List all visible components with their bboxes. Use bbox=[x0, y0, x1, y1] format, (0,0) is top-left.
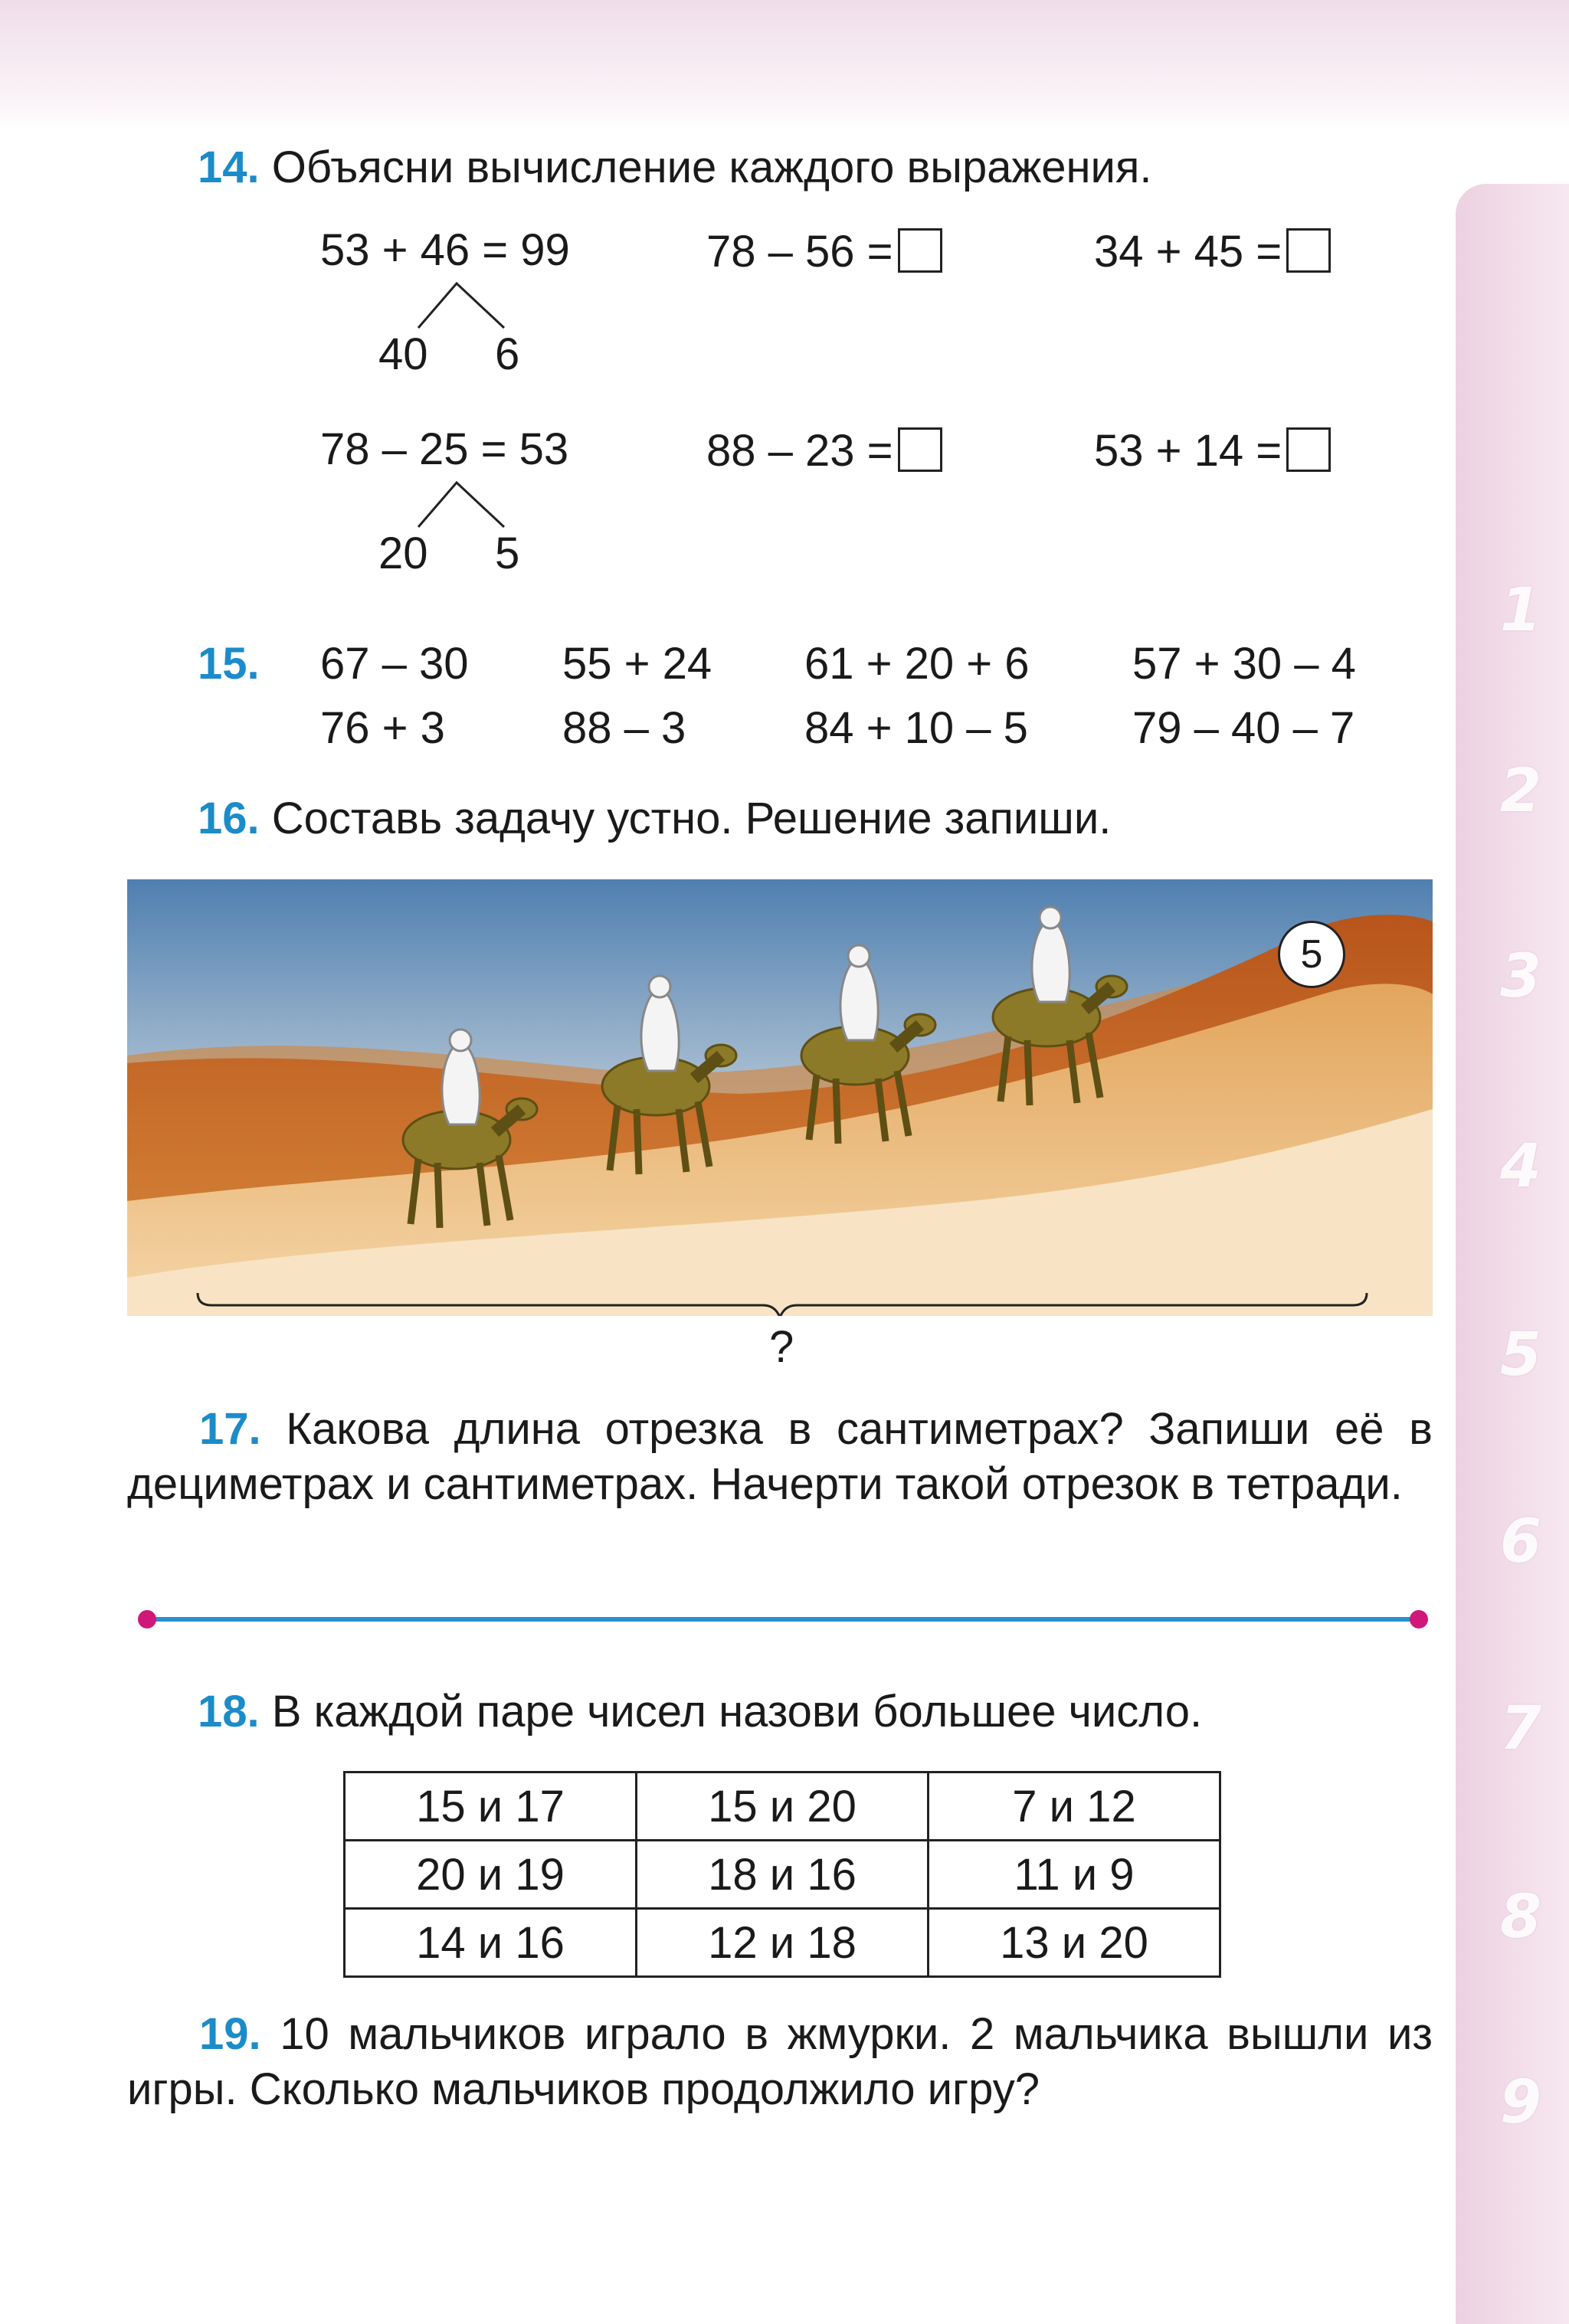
table-cell: 15 и 20 bbox=[637, 1772, 929, 1841]
ex15-expr: 84 + 10 – 5 bbox=[804, 703, 1028, 753]
brace-question: ? bbox=[769, 1322, 794, 1372]
ex18-heading bbox=[198, 1687, 1203, 1736]
answer-box[interactable] bbox=[898, 427, 942, 472]
ex14-task-2 bbox=[1094, 227, 1331, 277]
chapter-tab-4[interactable]: 4 bbox=[1499, 1132, 1542, 1201]
table-cell: 18 и 16 bbox=[637, 1841, 929, 1909]
chapter-tab-7[interactable]: 7 bbox=[1499, 1694, 1542, 1763]
number-pairs-table bbox=[343, 1771, 1221, 1978]
table-cell: 14 и 16 bbox=[345, 1909, 637, 1977]
count-badge: 5 bbox=[1278, 921, 1345, 988]
ex15-expr: 79 – 40 – 7 bbox=[1132, 703, 1355, 753]
table-cell: 13 и 20 bbox=[929, 1909, 1220, 1977]
table-cell: 11 и 9 bbox=[929, 1841, 1220, 1909]
chapter-tab-9[interactable]: 9 bbox=[1499, 2068, 1542, 2137]
ex14-task-4 bbox=[1094, 426, 1331, 476]
chapter-tab-6[interactable]: 6 bbox=[1499, 1507, 1542, 1576]
ex18-text: В каждой паре чисел назови большее число. bbox=[271, 1687, 1203, 1736]
ex14-number: 14. bbox=[198, 142, 260, 192]
answer-box[interactable] bbox=[898, 228, 942, 273]
measure-segment bbox=[132, 1604, 1434, 1635]
ex14-task-2-text: 34 + 45 = bbox=[1094, 227, 1282, 277]
table-row bbox=[345, 1772, 1220, 1841]
table-row bbox=[345, 1841, 1220, 1909]
ex14-split-1a: 40 bbox=[378, 329, 428, 379]
ex14-split-2b: 5 bbox=[495, 529, 520, 578]
table-cell: 15 и 17 bbox=[345, 1772, 637, 1841]
ex16-heading bbox=[198, 794, 1112, 843]
ex15-expr: 61 + 20 + 6 bbox=[804, 639, 1030, 689]
ex14-split-2a: 20 bbox=[378, 529, 428, 578]
table-row bbox=[345, 1909, 1220, 1977]
ex16-text: Составь задачу устно. Решение запиши. bbox=[271, 794, 1112, 843]
chapter-tab-5[interactable]: 5 bbox=[1499, 1321, 1542, 1389]
ex14-heading bbox=[198, 142, 1152, 192]
chapter-tab-8[interactable]: 8 bbox=[1499, 1883, 1542, 1952]
ex14-split-lines-1 bbox=[414, 277, 513, 331]
ex14-task-3 bbox=[706, 426, 942, 476]
ex14-task-1-text: 78 – 56 = bbox=[706, 227, 893, 277]
ex15-expr: 57 + 30 – 4 bbox=[1132, 639, 1356, 689]
ex14-example-1: 53 + 46 = 99 bbox=[320, 225, 570, 275]
ex14-task-1 bbox=[706, 227, 942, 277]
ex15-expr: 76 + 3 bbox=[320, 703, 445, 753]
ex17-number: 17. bbox=[199, 1404, 261, 1454]
chapter-tab-2[interactable]: 2 bbox=[1499, 757, 1542, 826]
ex17-text: Какова длина отрезка в сантиметрах? Запиши её в дециметрах и сантиметрах. Начерти такой отрезок в тетради. bbox=[127, 1404, 1433, 1509]
ex14-example-2: 78 – 25 = 53 bbox=[320, 424, 569, 474]
ex15-expr: 55 + 24 bbox=[562, 639, 712, 689]
segment-endpoint bbox=[1410, 1610, 1428, 1628]
answer-box[interactable] bbox=[1286, 228, 1331, 273]
ex17-paragraph bbox=[127, 1402, 1433, 1512]
ex19-text: 10 мальчиков играло в жмурки. 2 мальчика вышли из игры. Сколько мальчиков продолжило игру? bbox=[127, 2009, 1433, 2114]
ex15-number: 15. bbox=[198, 639, 260, 689]
table-cell: 7 и 12 bbox=[929, 1772, 1220, 1841]
top-band bbox=[0, 0, 1569, 130]
chapter-tab-3[interactable]: 3 bbox=[1499, 942, 1542, 1011]
table-cell: 20 и 19 bbox=[345, 1841, 637, 1909]
ex14-task-4-text: 53 + 14 = bbox=[1094, 426, 1282, 476]
ex18-number: 18. bbox=[198, 1687, 260, 1736]
chapter-tab-strip bbox=[1456, 184, 1569, 2324]
ex15-expr: 88 – 3 bbox=[562, 703, 686, 753]
chapter-tab-1[interactable]: 1 bbox=[1499, 576, 1542, 645]
ex14-text: Объясни вычисление каждого выражения. bbox=[271, 142, 1152, 192]
ex19-number: 19. bbox=[199, 2009, 261, 2059]
ex14-split-lines-2 bbox=[414, 476, 513, 530]
answer-box[interactable] bbox=[1286, 427, 1331, 472]
camel-caravan-illustration bbox=[127, 879, 1433, 1316]
ex19-paragraph bbox=[127, 2007, 1433, 2117]
ex15-expr: 67 – 30 bbox=[320, 639, 469, 689]
segment-endpoint bbox=[138, 1610, 156, 1628]
table-cell: 12 и 18 bbox=[637, 1909, 929, 1977]
ex14-task-3-text: 88 – 23 = bbox=[706, 426, 893, 476]
ex16-number: 16. bbox=[198, 794, 260, 843]
ex14-split-1b: 6 bbox=[495, 329, 520, 379]
